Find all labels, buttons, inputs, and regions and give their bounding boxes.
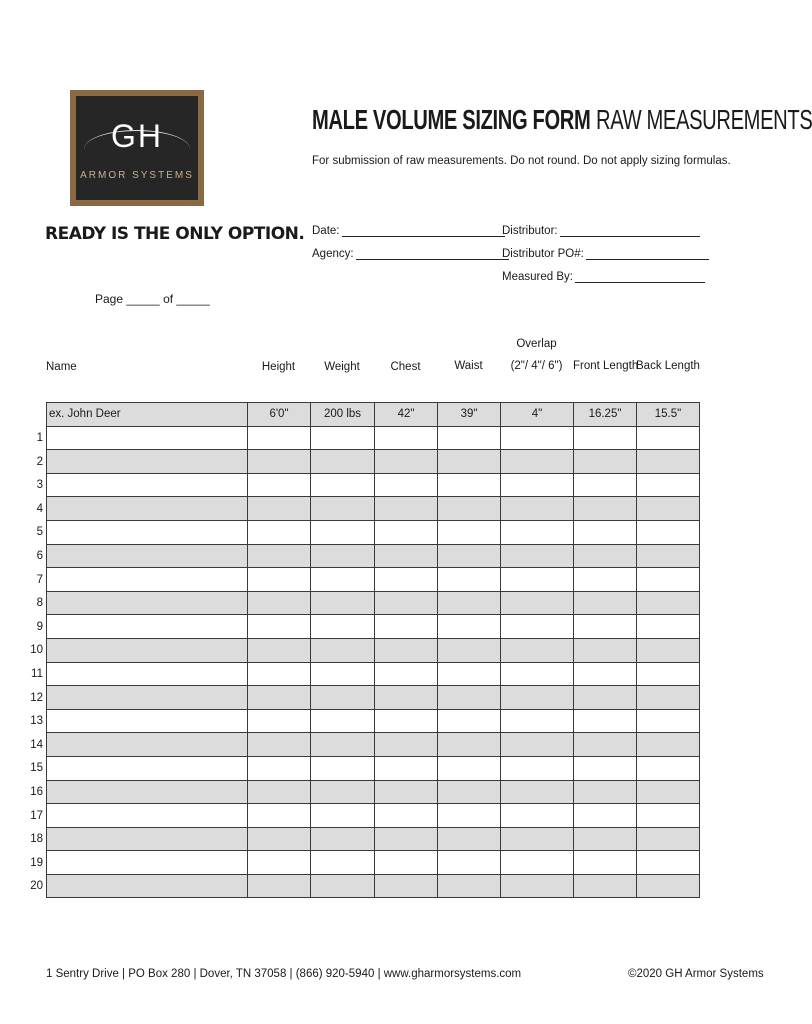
table-cell[interactable] [501,686,574,710]
table-cell[interactable] [637,851,700,875]
row-number: 1 [36,432,43,444]
table-cell[interactable] [311,497,375,521]
table-cell[interactable] [47,756,248,780]
table-cell[interactable] [311,568,375,592]
form-title-light: RAW MEASUREMENTS [596,104,812,135]
row-number: 16 [30,786,43,798]
table-cell[interactable] [47,450,248,474]
table-cell[interactable] [574,450,637,474]
form-title-bold: MALE VOLUME SIZING FORM [312,104,591,135]
example-cell: ex. John Deer [47,403,248,427]
example-cell: 39" [438,403,501,427]
row-number: 9 [36,620,43,633]
row-number: 4 [36,502,43,515]
table-cell[interactable] [438,544,501,568]
table-cell[interactable] [248,686,311,710]
table-cell[interactable] [375,827,438,851]
table-cell[interactable] [248,473,311,497]
table-cell[interactable] [501,874,574,898]
example-row [47,403,700,427]
table-cell[interactable] [574,568,637,592]
company-logo [70,90,204,206]
table-cell[interactable] [47,709,248,733]
table-cell[interactable] [438,568,501,592]
table-cell[interactable] [248,804,311,828]
table-cell[interactable] [637,426,700,450]
table-cell[interactable] [311,638,375,662]
table-cell[interactable] [501,780,574,804]
table-cell[interactable] [438,874,501,898]
table-cell[interactable] [375,780,438,804]
table-cell[interactable] [574,804,637,828]
table-cell[interactable] [637,544,700,568]
table-cell[interactable] [574,426,637,450]
distributor-field[interactable] [502,224,700,237]
table-cell[interactable] [248,450,311,474]
table-cell[interactable] [311,686,375,710]
example-cell: 4" [501,403,574,427]
table-cell[interactable] [637,756,700,780]
table-cell[interactable] [311,615,375,639]
table-cell[interactable] [375,686,438,710]
distributor-input-line[interactable] [560,224,700,237]
table-cell[interactable] [47,733,248,757]
table-cell[interactable] [375,497,438,521]
table-cell[interactable] [375,662,438,686]
table-cell[interactable] [438,686,501,710]
row-number: 14 [30,738,43,751]
table-row [47,544,700,568]
table-cell[interactable] [637,874,700,898]
table-cell[interactable] [574,709,637,733]
table-cell[interactable] [47,686,248,710]
table-cell[interactable] [637,662,700,686]
table-cell[interactable] [637,520,700,544]
table-cell[interactable] [574,874,637,898]
row-number: 6 [36,550,43,562]
table-row [47,851,700,875]
table-cell[interactable] [438,780,501,804]
table-cell[interactable] [375,473,438,497]
table-cell[interactable] [375,638,438,662]
row-number: 18 [30,833,43,846]
table-cell[interactable] [248,497,311,521]
table-row [47,804,700,828]
table-cell[interactable] [47,662,248,686]
table-cell[interactable] [501,804,574,828]
table-cell[interactable] [574,756,637,780]
table-cell[interactable] [311,520,375,544]
row-number: 2 [36,455,43,468]
table-cell[interactable] [375,520,438,544]
table-cell[interactable] [574,638,637,662]
table-row [47,827,700,851]
table-cell[interactable] [438,804,501,828]
table-row [47,568,700,592]
table-cell[interactable] [501,638,574,662]
example-cell: 200 lbs [311,403,375,427]
measurements-table [46,402,700,898]
table-row [47,733,700,757]
table-cell[interactable] [501,827,574,851]
table-cell[interactable] [375,733,438,757]
table-cell[interactable] [248,591,311,615]
table-cell[interactable] [47,851,248,875]
row-number: 3 [36,479,43,492]
table-row [47,686,700,710]
table-cell[interactable] [637,733,700,757]
table-cell[interactable] [501,473,574,497]
row-number: 13 [30,715,43,728]
table-cell[interactable] [501,568,574,592]
table-cell[interactable] [311,874,375,898]
footer-copyright: ©2020 GH Armor Systems [628,968,764,980]
table-cell[interactable] [501,733,574,757]
header-weight: Weight [324,361,360,373]
table-cell[interactable] [248,615,311,639]
measured-by-field[interactable] [502,270,705,283]
agency-field[interactable] [312,247,509,260]
table-cell[interactable] [501,756,574,780]
table-cell[interactable] [637,473,700,497]
table-row [47,591,700,615]
table-cell[interactable] [637,568,700,592]
footer-contact: 1 Sentry Drive | PO Box 280 | Dover, TN 37058 | (866) 920-5940 | www.gharmorsystems.com [46,968,522,980]
table-row [47,520,700,544]
row-number: 17 [30,809,43,822]
table-cell[interactable] [311,544,375,568]
table-cell[interactable] [637,450,700,474]
distributor-label: Distributor: [502,225,558,237]
row-number: 19 [30,856,43,869]
example-cell: 15.5" [637,403,700,427]
header-overlap-options: (2"/ 4"/ 6") [510,360,563,372]
table-cell[interactable] [47,804,248,828]
table-cell[interactable] [574,827,637,851]
table-cell[interactable] [47,615,248,639]
agency-input-line[interactable] [356,247,509,260]
table-cell[interactable] [375,544,438,568]
distributor-po-label: Distributor PO#: [502,248,584,260]
table-cell[interactable] [375,615,438,639]
tagline: READY IS THE ONLY OPTION. [45,224,305,244]
table-cell[interactable] [438,827,501,851]
table-cell[interactable] [311,756,375,780]
table-cell[interactable] [248,874,311,898]
table-cell[interactable] [47,827,248,851]
table-cell[interactable] [311,591,375,615]
table-cell[interactable] [47,568,248,592]
table-cell[interactable] [311,426,375,450]
table-cell[interactable] [501,426,574,450]
table-cell[interactable] [375,426,438,450]
table-cell[interactable] [248,827,311,851]
table-cell[interactable] [438,473,501,497]
page-of-field[interactable]: Page _____ of _____ [95,292,210,306]
form-title [312,104,812,136]
row-number: 10 [30,644,43,657]
table-cell[interactable] [501,851,574,875]
measured-by-label: Measured By: [502,271,573,283]
table-cell[interactable] [375,804,438,828]
header-overlap: Overlap [516,338,557,350]
table-cell[interactable] [574,615,637,639]
header-name: Name [46,361,77,373]
distributor-po-input-line[interactable] [586,247,709,260]
table-cell[interactable] [438,851,501,875]
table-cell[interactable] [637,686,700,710]
table-cell[interactable] [501,544,574,568]
table-cell[interactable] [375,851,438,875]
form-instructions: For submission of raw measurements. Do not round. Do not apply sizing formulas. [312,155,731,167]
table-cell[interactable] [637,615,700,639]
table-cell[interactable] [574,520,637,544]
table-cell[interactable] [311,450,375,474]
table-cell[interactable] [248,638,311,662]
table-cell[interactable] [501,662,574,686]
table-row [47,709,700,733]
table-cell[interactable] [375,709,438,733]
table-cell[interactable] [248,426,311,450]
table-cell[interactable] [248,851,311,875]
logo-company-name: ARMOR SYSTEMS [80,170,194,181]
table-cell[interactable] [311,709,375,733]
example-cell: 42" [375,403,438,427]
header-front-length: Front Length [573,360,639,372]
table-cell[interactable] [311,780,375,804]
table-cell[interactable] [47,520,248,544]
table-row [47,662,700,686]
table-cell[interactable] [438,733,501,757]
table-cell[interactable] [375,568,438,592]
table-row [47,638,700,662]
table-cell[interactable] [438,591,501,615]
header-back-length: Back Length [636,360,700,372]
table-cell[interactable] [375,450,438,474]
table-cell[interactable] [248,780,311,804]
row-number: 11 [31,668,43,680]
row-number: 5 [36,526,43,539]
table-cell[interactable] [311,827,375,851]
table-cell[interactable] [438,709,501,733]
table-cell[interactable] [47,780,248,804]
table-cell[interactable] [375,874,438,898]
row-number: 20 [30,880,43,893]
measured-by-input-line[interactable] [575,270,705,283]
table-cell[interactable] [248,662,311,686]
table-cell[interactable] [248,568,311,592]
table-cell[interactable] [248,756,311,780]
table-cell[interactable] [47,638,248,662]
table-cell[interactable] [311,662,375,686]
table-cell[interactable] [637,709,700,733]
table-cell[interactable] [574,544,637,568]
date-input-line[interactable] [342,224,505,237]
table-cell[interactable] [501,615,574,639]
table-cell[interactable] [375,591,438,615]
table-cell[interactable] [637,497,700,521]
table-cell[interactable] [501,450,574,474]
table-cell[interactable] [637,638,700,662]
table-cell[interactable] [501,520,574,544]
logo-mark: GH [111,118,163,154]
table-row [47,756,700,780]
example-cell: 6'0" [248,403,311,427]
table-row [47,450,700,474]
table-cell[interactable] [438,756,501,780]
row-number: 8 [36,597,43,610]
table-cell[interactable] [574,733,637,757]
table-row [47,874,700,898]
table-cell[interactable] [637,827,700,851]
table-cell[interactable] [501,497,574,521]
table-cell[interactable] [438,426,501,450]
date-label: Date: [312,225,340,237]
table-row [47,497,700,521]
table-cell[interactable] [574,591,637,615]
table-cell[interactable] [47,473,248,497]
table-cell[interactable] [47,544,248,568]
table-cell[interactable] [311,733,375,757]
table-cell[interactable] [574,662,637,686]
table-cell[interactable] [248,520,311,544]
agency-label: Agency: [312,248,354,260]
example-cell: 16.25" [574,403,637,427]
table-cell[interactable] [248,709,311,733]
table-cell[interactable] [637,591,700,615]
table-cell[interactable] [637,804,700,828]
table-cell[interactable] [375,756,438,780]
table-cell[interactable] [311,473,375,497]
table-cell[interactable] [574,497,637,521]
table-cell[interactable] [438,615,501,639]
row-number: 15 [30,762,43,775]
table-cell[interactable] [47,426,248,450]
table-cell[interactable] [311,851,375,875]
table-row [47,615,700,639]
table-cell[interactable] [47,874,248,898]
header-waist: Waist [454,360,483,372]
table-row [47,426,700,450]
table-cell[interactable] [574,780,637,804]
table-row [47,473,700,497]
table-cell[interactable] [47,591,248,615]
header-chest: Chest [390,361,421,373]
table-cell[interactable] [47,497,248,521]
table-cell[interactable] [438,520,501,544]
table-cell[interactable] [438,662,501,686]
table-cell[interactable] [574,473,637,497]
table-cell[interactable] [438,497,501,521]
row-number: 12 [30,691,43,704]
table-cell[interactable] [248,544,311,568]
table-cell[interactable] [248,733,311,757]
table-cell[interactable] [501,709,574,733]
date-field[interactable] [312,224,505,237]
table-cell[interactable] [637,780,700,804]
row-number: 7 [36,573,43,586]
table-cell[interactable] [574,686,637,710]
table-cell[interactable] [438,450,501,474]
table-cell[interactable] [311,804,375,828]
table-cell[interactable] [438,638,501,662]
header-height: Height [261,361,296,373]
distributor-po-field[interactable] [502,247,709,260]
table-cell[interactable] [501,591,574,615]
table-row [47,780,700,804]
table-cell[interactable] [574,851,637,875]
